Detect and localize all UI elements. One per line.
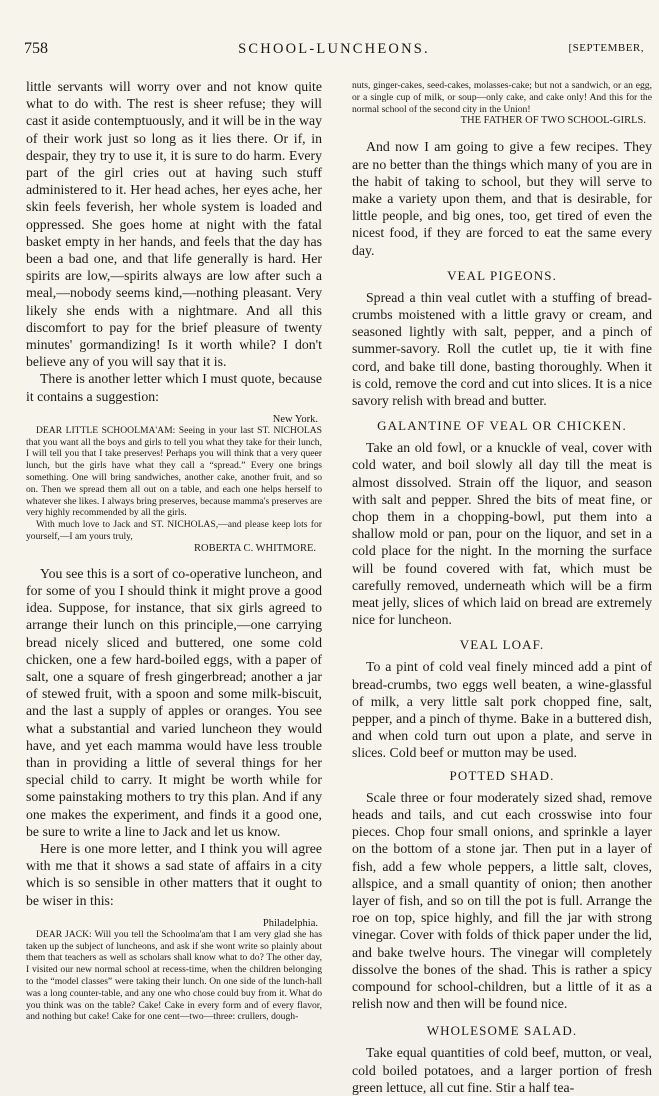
recipe-text: To a pint of cold veal finely minced add a pint of bread-crumbs, two eggs well beaten, a wine-glassful of milk, a very little salt pork chopped fine, salt, pepper, and a pinch of thyme. Bake in a buttered dish, and when cold turn out upon a plate, and serve in slices. Cold beef or mutton may be used. — [352, 659, 652, 761]
recipe-title: POTTED SHAD. — [449, 767, 555, 783]
recipe-text: Take equal quantities of cold beef, mutton, or veal, cold boiled potatoes, and a larger portion of fresh green lettuce, all cut fine. Stir a half tea- — [352, 1045, 652, 1095]
recipe-title: WHOLESOME SALAD. — [426, 1023, 578, 1039]
recipe-title: VEAL PIGEONS. — [447, 267, 557, 283]
letter-signature: ROBERTA C. WHITMORE. — [193, 542, 316, 554]
recipe-text: Spread a thin veal cutlet with a stuffing of bread-crumbs moistened with a little gravy or cream, and seasoned lightly with salt, pepper, and a pinch of summer-savory. Roll the cutlet up, tie it with fine cord, and bake till done, basting thoroughly. When it is cold, remove the cord and cut into slices. It is a nice savory relish with bread and butter. — [352, 289, 652, 409]
recipe-text: Scale three or four moderately sized shad, remove heads and tails, and cut each crosswise into four pieces. Chop four small onions, and sprinkle a layer on the bottom of a stone jar. Then put in a layer of fish, add a few whole peppers, a little salt, cloves, allspice, and a small quantity of onion; then another layer of fish, and so on till the pot is full. Arrange the roe on top, spice highly, and fill the jar with strong vinegar. Cover with folds of thick paper under the lid, and bake twelve hours. The vinegar will completely dissolve the bones of the shad. This is rather a spicy compound for school-children, but a little of it as a relish now and then will be found nice. — [352, 789, 652, 1012]
paragraph: There is another letter which I must quote, because it contains a suggestion: — [26, 371, 322, 404]
letter-text: DEAR JACK: Will you tell the Schoolma'am that I am very glad she has taken up the subject of luncheons, and ask if she wont write so plainly about them that teachers as well as scholars shall know what to do? The other day, I visited our new normal school at recess-time, when the children belonging to the “model classes” were taking their lunch. On one side of the lunch-hall was a long counter-table, and any one who chose could buy from it. What do you think was on the table? Cake! Cake in every form and of every flavor, and nothing but cake! Cake for one cent—two—three: crullers, dough- — [26, 928, 322, 1023]
paragraph: You see this is a sort of co-operative luncheon, and for some of you I should think it might prove a good idea. Suppose, for instance, that six girls agreed to arrange their lunch on this principle,—one carrying bread nicely sliced and buttered, one some cold chicken, one a few hard-boiled eggs, with a paper of salt, one a square of fresh gingerbread; another a jar of stewed fruit, with a spoon and some milk-biscuit, and the last a supply of apples or oranges. You see what a substantial and varied luncheon they would have, and yet each mamma would have less trouble than in providing a little of several things for her special child to carry. It might be worth while for some painstaking mothers to try this plan. And if any one makes the experiment, and finds it a good one, be sure to write a line to Jack and let us know. — [26, 565, 322, 839]
recipe-title: GALANTINE OF VEAL OR CHICKEN. — [377, 418, 627, 434]
left-column — [26, 78, 322, 1023]
letter-signature: THE FATHER OF TWO SCHOOL-GIRLS. — [460, 115, 646, 127]
paragraph: Here is one more letter, and I think you will agree with me that it shows a sad state of affairs in a city which is so sensible in other matters that it ought to be wiser in this: — [26, 841, 322, 908]
paragraph: little servants will worry over and not know quite what to do with. The rest is sheer refuse; they will cast it aside contemptuously, and it will be in the way of their work just so long as it lies there. Or if, in despair, they try to use it, it is sure to do harm. Every part of the girl cries out at having such stuff administered to it. Her head aches, her eyes ache, her skin feels feverish, her whole system is loaded and oppressed. She goes home at night with the fatal basket empty in her hands, and feels that the day has been a bad one, and that life generally is hard. Her spirits are low,—spirits always are low after such a meal,—nobody seems kind,—nothing pleasant. Very likely she ends with a nightmare. And all this discomfort to pay for the brief pleasure of twenty minutes' gormandizing! Is it worth while? I don't believe any of you will say that it is. — [26, 79, 322, 370]
letter-text-continued: nuts, ginger-cakes, seed-cakes, molasses-cake; but not a sandwich, or an egg, or a single cup of milk, or soup—only cake, and cake only! And this for the normal school of the second city in the Union! — [352, 80, 652, 115]
letter-text: DEAR LITTLE SCHOOLMA'AM: Seeing in your last ST. NICHOLAS that you want all the boys and girls to tell you what they take for their lunch, I will tell you that I take preserves! Perhaps you will think that a very queer lunch, but the girls have what they call a “spread.” Every one brings something. One will bring sandwiches, another cake, another fruit, and so on. Then we spread them all out on a table, and each one helps herself to whatever she likes. I always bring preserves, because mamma's preserves are very highly recommended by all the girls. — [26, 424, 322, 519]
letter-closing: With much love to Jack and ST. NICHOLAS,—and please keep lots for yourself,—I am yours truly, — [26, 519, 322, 543]
recipe-text: Take an old fowl, or a knuckle of veal, cover with cold water, and boil slowly all day till the meat is almost dissolved. Strain off the liquor, and season with salt and pepper. Shred the bits of meat fine, or chop them in a chopping-bowl, put them into a shallow mold or pan, pour on the liquor, and set in a cold place for the night. In the morning the surface will be found covered with fat, which must be carefully removed, underneath which will be a firm meat jelly, slices of which laid on bread are extremely nice for luncheon. — [352, 440, 652, 628]
page-header — [24, 40, 644, 60]
right-column — [352, 80, 652, 1095]
letter-place: Philadelphia. — [262, 917, 318, 929]
recipes-intro: And now I am going to give a few recipes. They are no better than the things which many of you are in the habit of taking to school, but they will serve to make a variety upon them, and that is desirable, for little people, and big ones, too, get tired of even the nicest food, if they are forced to eat the same every day. — [352, 139, 652, 258]
running-date: [SEPTEMBER, — [568, 42, 644, 54]
letter-place: New York. — [272, 413, 318, 425]
recipe-title: VEAL LOAF. — [459, 637, 545, 653]
running-title: SCHOOL-LUNCHEONS. — [238, 41, 430, 57]
page-number: 758 — [24, 40, 48, 57]
